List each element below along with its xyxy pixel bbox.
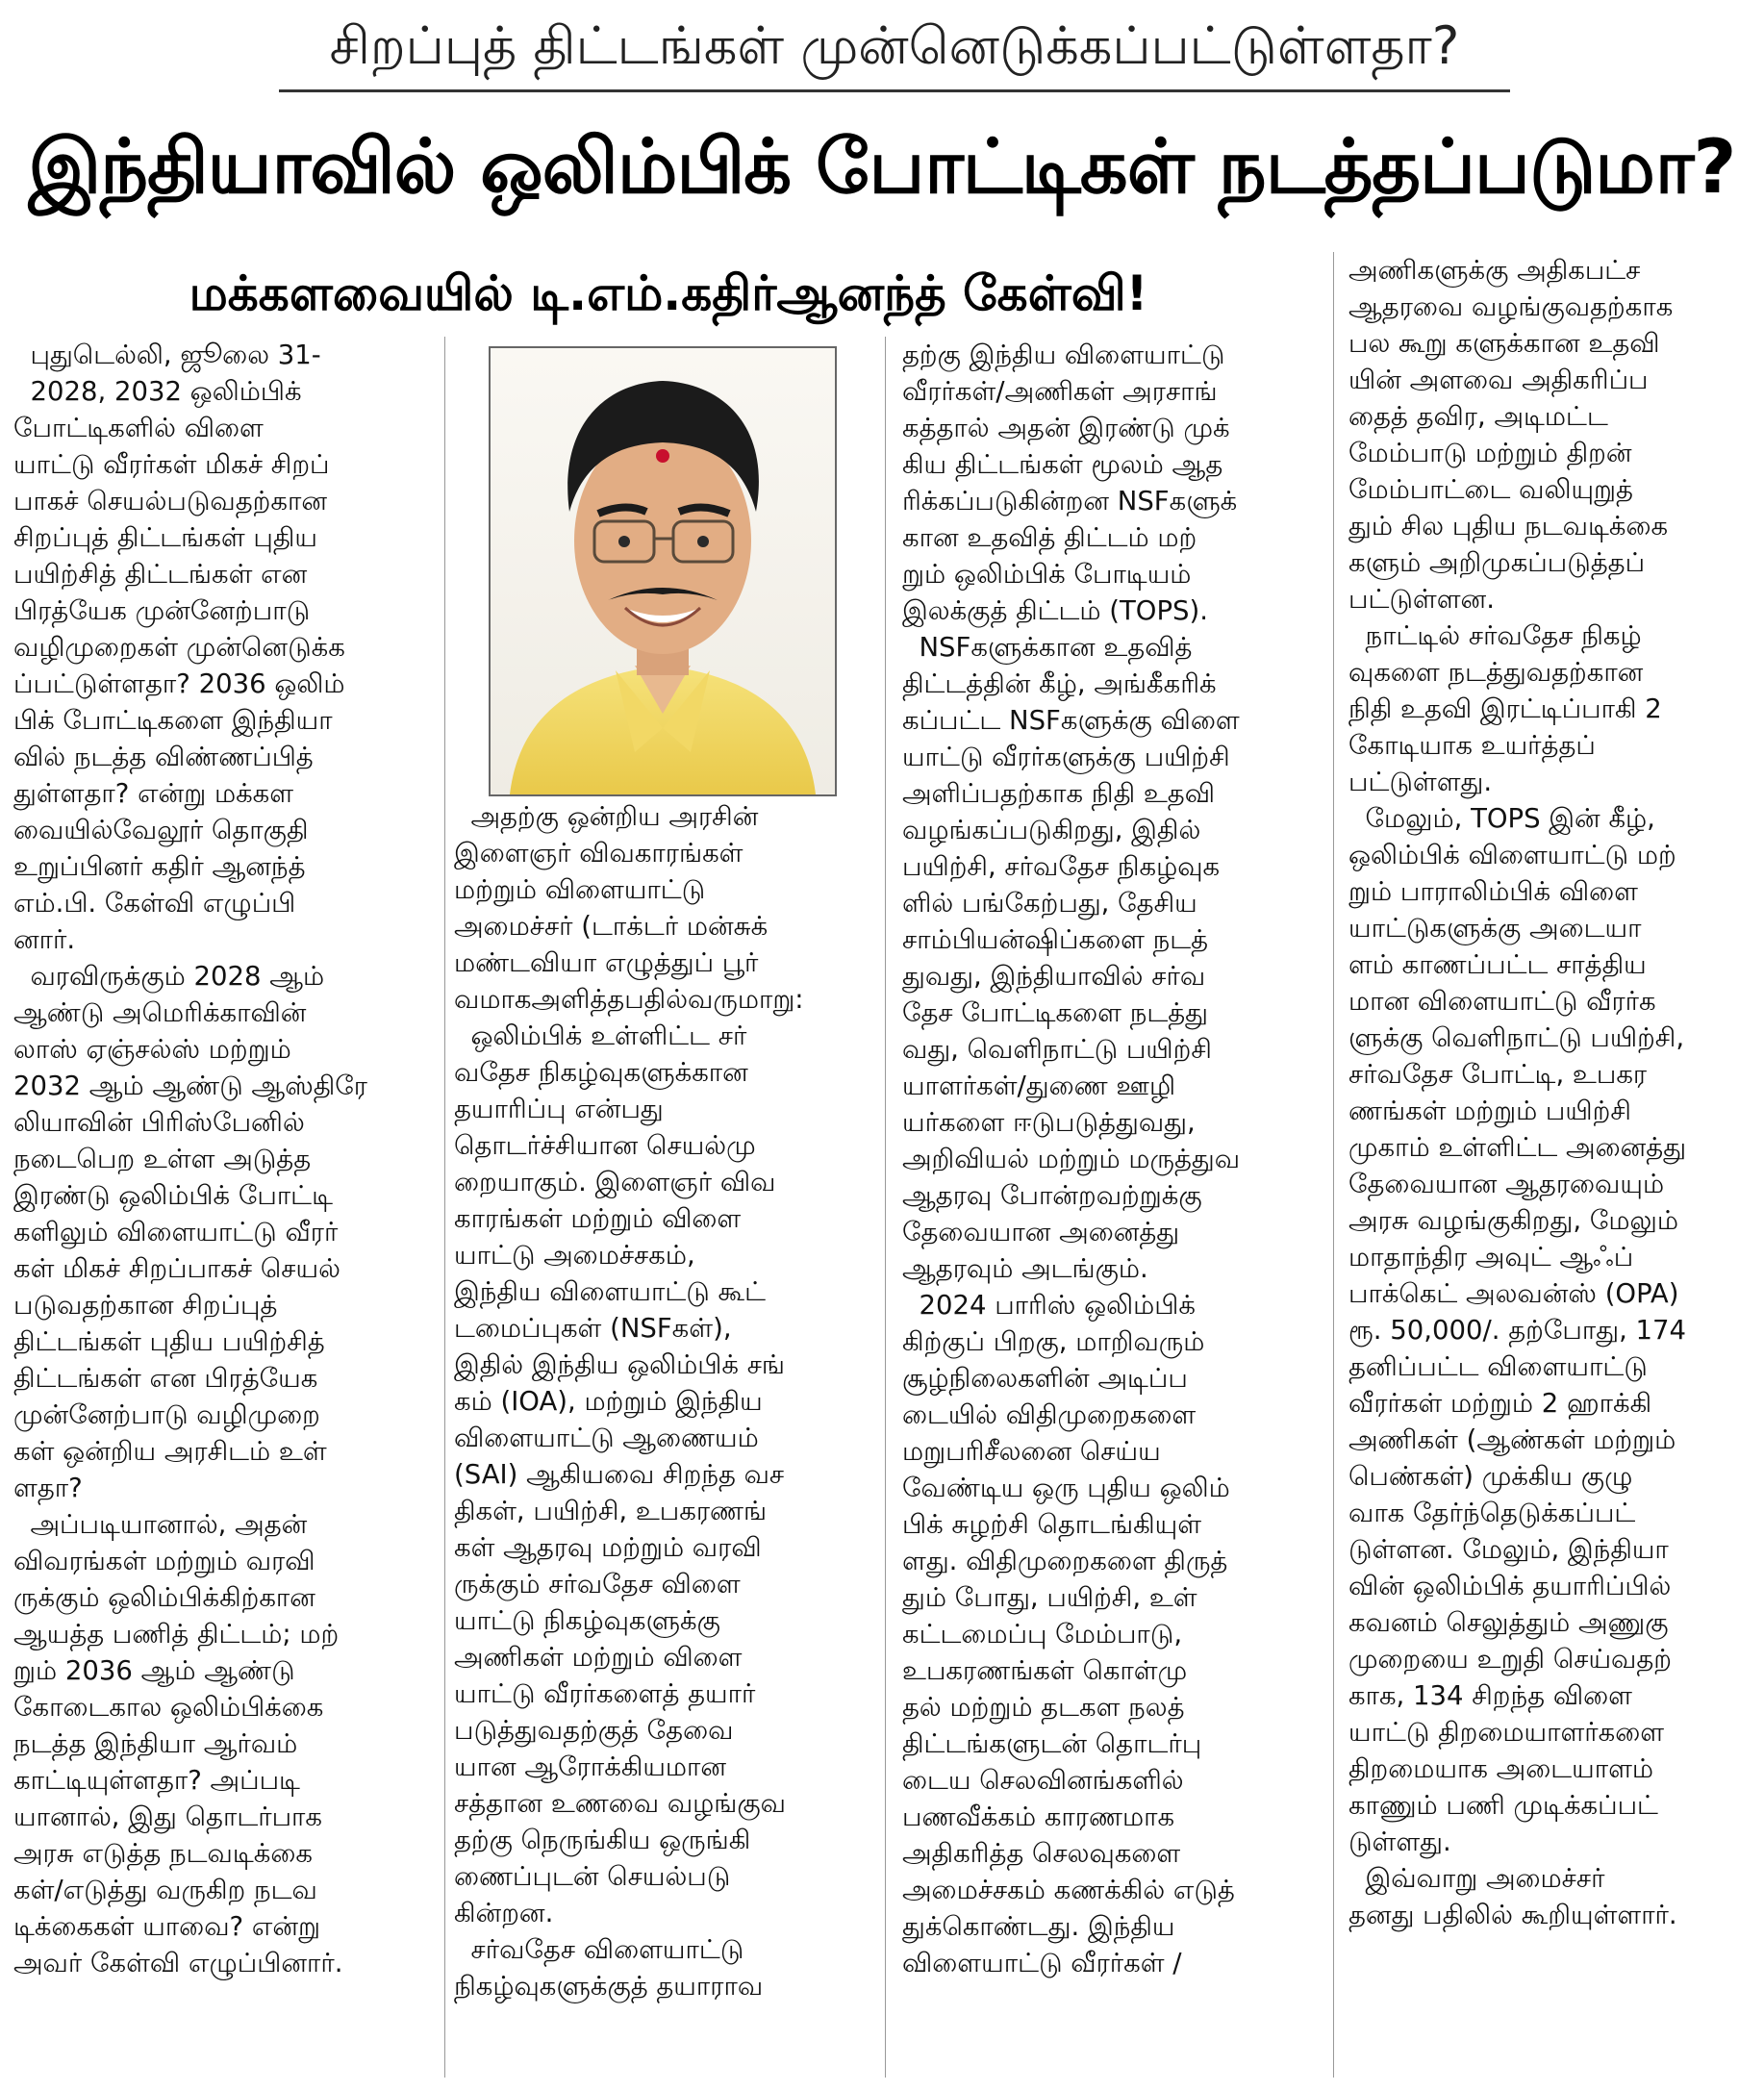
text-line: வீரர்கள்/அணிகள் அரசாங் xyxy=(902,376,1218,407)
column-divider-3 xyxy=(1333,252,1334,2078)
text-line: 2028, 2032 ஒலிம்பிக் xyxy=(13,376,302,407)
text-line: ளதா? xyxy=(13,1473,83,1503)
text-line: றும் பாராலிம்பிக் விளை xyxy=(1348,876,1638,907)
text-line: இரண்டு ஒலிம்பிக் போட்டி xyxy=(13,1180,333,1211)
text-line: சாம்பியன்ஷிப்களை நடத் xyxy=(902,924,1209,955)
text-line: பயிற்சி, சர்வதேச நிகழ்வுக xyxy=(902,851,1221,882)
text-line: அவர் கேள்வி எழுப்பினார். xyxy=(13,1948,343,1978)
text-line: யின் அளவை அதிகரிப்ப xyxy=(1348,365,1649,395)
text-line: தற்கு நெருங்கிய ஒருங்கி xyxy=(454,1825,751,1855)
text-line: திகள், பயிற்சி, உபகரணங் xyxy=(454,1496,768,1526)
text-line: ஆண்டு அமெரிக்காவின் xyxy=(13,997,307,1028)
text-line: னார். xyxy=(13,924,76,955)
text-line: அணிகளுக்கு அதிகபட்ச xyxy=(1348,255,1641,286)
text-line: யாளர்கள்/துணை ஊழி xyxy=(902,1071,1176,1101)
text-line: தொடர்ச்சியான செயல்மு xyxy=(454,1130,756,1161)
text-line: பாக்கெட் அலவன்ஸ் (OPA) xyxy=(1348,1278,1679,1309)
text-line: வீரர்கள் மற்றும் 2 ஹாக்கி xyxy=(1348,1388,1652,1419)
text-line: கப்பட்ட NSFகளுக்கு விளை xyxy=(902,705,1240,736)
text-line: பிக் போட்டிகளை இந்தியா xyxy=(13,705,333,736)
article-column-4 xyxy=(1348,252,1762,1933)
text-line: உறுப்பினர் கதிர் ஆனந்த் xyxy=(13,851,306,882)
text-line: மண்டவியா எழுத்துப் பூர் xyxy=(454,947,759,978)
text-line: கவனம் செலுத்தும் அணுகு xyxy=(1348,1607,1669,1638)
text-line: பாகச் செயல்படுவதற்கான xyxy=(13,486,328,516)
text-line: திட்டங்களுடன் தொடர்பு xyxy=(902,1728,1202,1759)
text-line: வையில்வேலூர் தொகுதி xyxy=(13,815,309,845)
text-line: பணவீக்கம் காரணமாக xyxy=(902,1801,1175,1832)
text-line: ரூ. 50,000/. தற்போது, 174 xyxy=(1348,1315,1687,1346)
text-line: வில் நடத்த விண்ணப்பித் xyxy=(13,742,314,772)
text-line: றும் 2036 ஆம் ஆண்டு xyxy=(13,1655,295,1686)
text-line: பிக் சுழற்சி தொடங்கியுள் xyxy=(902,1509,1202,1540)
text-line: எம்.பி. கேள்வி எழுப்பி xyxy=(13,888,296,919)
text-line: களும் அறிமுகப்படுத்தப் xyxy=(1348,547,1646,578)
text-line: களிலும் விளையாட்டு வீரர் xyxy=(13,1217,339,1247)
text-line: யாட்டு வீரர்களைத் தயார் xyxy=(454,1678,756,1709)
text-line: அமைச்சர் (டாக்டர் மன்சுக் xyxy=(454,911,769,942)
text-line: மாதாந்திர அவுட் ஆஃப் xyxy=(1348,1242,1634,1272)
text-line: தேவையான ஆதரவையும் xyxy=(1348,1169,1665,1199)
text-line: கம் (IOA), மற்றும் இந்திய xyxy=(454,1386,763,1417)
text-line: ப்பட்டுள்ளதா? 2036 ஒலிம் xyxy=(13,668,345,699)
text-line: வுகளை நடத்துவதற்கான xyxy=(1348,657,1644,688)
text-line: தயாரிப்பு என்பது xyxy=(454,1094,664,1124)
text-line: விளையாட்டு வீரர்கள் / xyxy=(902,1948,1182,1978)
text-line: துவது, இந்தியாவில் சர்வ xyxy=(902,961,1206,992)
text-line: இளைஞர் விவகாரங்கள் xyxy=(454,838,743,869)
text-line: ருக்கும் சர்வதேச விளை xyxy=(454,1569,741,1600)
text-line: இலக்குத் திட்டம் (TOPS). xyxy=(902,595,1208,626)
text-line: படுவதற்கான சிறப்புத் xyxy=(13,1290,278,1321)
text-line: துள்ளதா? என்று மக்கள xyxy=(13,778,294,809)
text-line: மேம்பாடு மற்றும் திறன் xyxy=(1348,438,1632,468)
text-line: முகாம் உள்ளிட்ட அனைத்து xyxy=(1348,1132,1687,1163)
text-line: தேவையான அனைத்து xyxy=(902,1217,1180,1247)
text-line: வழங்கப்படுகிறது, இதில் xyxy=(902,815,1201,845)
text-line: ணங்கள் மற்றும் பயிற்சி xyxy=(1348,1096,1631,1126)
text-line: ஒலிம்பிக் உள்ளிட்ட சர் xyxy=(454,1020,747,1051)
text-line: தும் போது, பயிற்சி, உள் xyxy=(902,1582,1197,1613)
text-line: லாஸ் ஏஞ்சல்ஸ் மற்றும் xyxy=(13,1034,291,1065)
text-line: அறிவியல் மற்றும் மருத்துவ xyxy=(902,1144,1241,1174)
text-line: யாட்டு நிகழ்வுகளுக்கு xyxy=(454,1605,720,1636)
text-line: வரவிருக்கும் 2028 ஆம் xyxy=(13,961,325,992)
text-line: நடைபெற உள்ள அடுத்த xyxy=(13,1144,312,1174)
main-headline: இந்தியாவில் ஒலிம்பிக் போட்டிகள் நடத்தப்படுமா? xyxy=(28,124,1736,211)
text-line: அரசு எடுத்த நடவடிக்கை xyxy=(13,1838,313,1869)
column-divider-2 xyxy=(885,337,886,2078)
text-line: சூழ்நிலைகளின் அடிப்ப xyxy=(902,1363,1188,1394)
sub-headline: மக்களவையில் டி.எம்.கதிர்ஆனந்த் கேள்வி! xyxy=(189,265,1148,321)
text-line: படுத்துவதற்குத் தேவை xyxy=(454,1715,734,1746)
text-line: விவரங்கள் மற்றும் வரவி xyxy=(13,1546,315,1576)
text-line: பயிற்சித் திட்டங்கள் என xyxy=(13,559,308,590)
column-divider-1 xyxy=(444,337,445,2078)
text-line: டைய செலவினங்களில் xyxy=(902,1765,1184,1796)
portrait-illustration xyxy=(491,348,835,794)
text-line: துக்கொண்டது. இந்திய xyxy=(902,1911,1175,1942)
article-column-3 xyxy=(902,337,1318,1981)
text-line: கள் மிகச் சிறப்பாகச் செயல் xyxy=(13,1253,340,1284)
text-line: ளது. விதிமுறைகளை திருத் xyxy=(902,1546,1228,1576)
text-line: வழிமுறைகள் முன்னெடுக்க xyxy=(13,632,345,663)
text-line: றும் ஒலிம்பிக் போடியம் xyxy=(902,559,1192,590)
text-line: கின்றன. xyxy=(454,1898,554,1928)
text-line: நிகழ்வுகளுக்குத் தயாராவ xyxy=(454,1971,764,2002)
text-line: யாட்டு வீரர்கள் மிகச் சிறப் xyxy=(13,449,330,480)
text-line: புதுடெல்லி, ஜூலை 31- xyxy=(13,340,321,370)
text-line: (SAI) ஆகியவை சிறந்த வச xyxy=(454,1459,785,1490)
text-line: சர்வதேச விளையாட்டு xyxy=(454,1934,744,1965)
text-line: பட்டுள்ளது. xyxy=(1348,767,1493,797)
text-line: சிறப்புத் திட்டங்கள் புதிய xyxy=(13,522,317,553)
text-line: நாட்டில் சர்வதேச நிகழ் xyxy=(1348,620,1642,651)
text-line: பிரத்யேக முன்னேற்பாடு xyxy=(13,595,311,626)
text-line: கிய திட்டங்கள் மூலம் ஆத xyxy=(902,449,1223,480)
text-line: டுள்ளன. மேலும், இந்தியா xyxy=(1348,1534,1669,1565)
text-line: நடத்த இந்தியா ஆர்வம் xyxy=(13,1728,298,1759)
text-line: 2032 ஆம் ஆண்டு ஆஸ்திரே xyxy=(13,1071,368,1101)
text-line: வது, வெளிநாட்டு பயிற்சி xyxy=(902,1034,1212,1065)
text-line: ரிக்கப்படுகின்றன NSFகளுக் xyxy=(902,486,1238,516)
text-line: திட்டத்தின் கீழ், அங்கீகரிக் xyxy=(902,668,1217,699)
text-line: யாட்டு அமைச்சகம், xyxy=(454,1240,695,1271)
text-line: தனிப்பட்ட விளையாட்டு xyxy=(1348,1351,1648,1382)
text-line: ணைப்புடன் செயல்படு xyxy=(454,1861,731,1892)
text-line: யர்களை ஈடுபடுத்துவது, xyxy=(902,1107,1196,1138)
text-line: முறையை உறுதி செய்வதற் xyxy=(1348,1644,1672,1675)
text-line: ஆயத்த பணித் திட்டம்; மற் xyxy=(13,1619,340,1650)
text-line: யாட்டு வீரர்களுக்கு பயிற்சி xyxy=(902,742,1230,772)
text-line: யாட்டுகளுக்கு அடையா xyxy=(1348,913,1642,944)
text-line: டுள்ளது. xyxy=(1348,1826,1451,1857)
text-line: அதற்கு ஒன்றிய அரசின் xyxy=(454,801,759,832)
text-line: யாட்டு திறமையாளர்களை xyxy=(1348,1717,1665,1748)
text-line: தைத் தவிர, அடிமட்ட xyxy=(1348,401,1608,432)
text-line: கோடைகால ஒலிம்பிக்கை xyxy=(13,1692,324,1723)
text-line: ஆதரவும் அடங்கும். xyxy=(902,1253,1148,1284)
text-line: சத்தான உணவை வழங்குவ xyxy=(454,1788,786,1819)
text-line: ளில் பங்கேற்பது, தேசிய xyxy=(902,888,1197,919)
text-line: இந்திய விளையாட்டு கூட் xyxy=(454,1276,766,1307)
text-line: சர்வதேச போட்டி, உபகர xyxy=(1348,1059,1648,1090)
text-line: இவ்வாறு அமைச்சர் xyxy=(1348,1863,1605,1894)
text-line: மற்றும் விளையாட்டு xyxy=(454,874,706,905)
text-line: இதில் இந்திய ஒலிம்பிக் சங் xyxy=(454,1349,786,1380)
text-line: காக, 134 சிறந்த விளை xyxy=(1348,1680,1632,1711)
text-line: விளையாட்டு ஆணையம் xyxy=(454,1423,759,1453)
text-line: ருக்கும் ஒலிம்பிக்கிற்கான xyxy=(13,1582,315,1613)
text-line: திட்டங்கள் புதிய பயிற்சித் xyxy=(13,1326,325,1357)
text-line: கட்டமைப்பு மேம்பாடு, xyxy=(902,1619,1183,1650)
text-line: வதேச நிகழ்வுகளுக்கான xyxy=(454,1057,748,1088)
text-line: அளிப்பதற்காக நிதி உதவி xyxy=(902,778,1216,809)
text-line: வாக தேர்ந்தெடுக்கப்பட் xyxy=(1348,1498,1636,1528)
text-line: பல கூறு களுக்கான உதவி xyxy=(1348,328,1660,359)
text-line: மான விளையாட்டு வீரர்க xyxy=(1348,986,1656,1017)
text-line: தனது பதிலில் கூறியுள்ளார். xyxy=(1348,1900,1677,1930)
portrait-photo xyxy=(489,346,837,796)
text-line: NSFகளுக்கான உதவித் xyxy=(902,632,1193,663)
text-line: தற்கு இந்திய விளையாட்டு xyxy=(902,340,1225,370)
text-line: டிக்கைகள் யாவை? என்று xyxy=(13,1911,320,1942)
text-line: ஆதரவை வழங்குவதற்காக xyxy=(1348,291,1674,322)
text-line: ளுக்கு வெளிநாட்டு பயிற்சி, xyxy=(1348,1022,1685,1053)
text-line: பெண்கள்) முக்கிய குழு xyxy=(1348,1461,1633,1492)
text-line: மேலும், TOPS இன் கீழ், xyxy=(1348,803,1655,834)
text-line: கள் ஒன்றிய அரசிடம் உள் xyxy=(13,1436,327,1467)
text-line: ஒலிம்பிக் விளையாட்டு மற் xyxy=(1348,840,1676,870)
text-line: மறுபரிசீலனை செய்ய xyxy=(902,1436,1161,1467)
text-line: காட்டியுள்ளதா? அப்படி xyxy=(13,1765,300,1796)
text-line: அதிகரித்த செலவுகளை xyxy=(902,1838,1181,1869)
text-line: தல் மற்றும் தடகள நலத் xyxy=(902,1692,1185,1723)
text-line: காரங்கள் மற்றும் விளை xyxy=(454,1203,742,1234)
text-line: தும் சில புதிய நடவடிக்கை xyxy=(1348,511,1669,542)
text-line: திறமையாக அடையாளம் xyxy=(1348,1753,1654,1784)
text-line: டமைப்புகள் (NSFகள்), xyxy=(454,1313,732,1344)
text-line: கள் ஆதரவு மற்றும் வரவி xyxy=(454,1532,762,1563)
text-line: அப்படியானால், அதன் xyxy=(13,1509,308,1540)
text-line: பட்டுள்ளன. xyxy=(1348,584,1495,615)
text-line: கத்தால் அதன் இரண்டு முக் xyxy=(902,413,1230,443)
text-line: அரசு வழங்குகிறது, மேலும் xyxy=(1348,1205,1678,1236)
text-line: வமாகஅளித்தபதில்வருமாறு: xyxy=(454,984,804,1015)
text-line: மேம்பாட்டை வலியுறுத் xyxy=(1348,474,1633,505)
article-column-1 xyxy=(13,337,435,1981)
text-line: திட்டங்கள் என பிரத்யேக xyxy=(13,1363,318,1394)
article-column-2 xyxy=(454,798,868,2004)
text-line: கிற்குப் பிறகு, மாறிவரும் xyxy=(902,1326,1205,1357)
text-line: டையில் விதிமுறைகளை xyxy=(902,1399,1197,1430)
text-line: யானால், இது தொடர்பாக xyxy=(13,1801,322,1832)
text-line: கோடியாக உயர்த்தப் xyxy=(1348,730,1596,761)
text-line: முன்னேற்பாடு வழிமுறை xyxy=(13,1399,320,1430)
text-line: 2024 பாரிஸ் ஒலிம்பிக் xyxy=(902,1290,1196,1321)
text-line: கள்/எடுத்து வருகிற நடவ xyxy=(13,1875,317,1905)
text-line: தேச போட்டிகளை நடத்து xyxy=(902,997,1208,1028)
kicker-headline: சிறப்புத் திட்டங்கள் முன்னெடுக்கப்பட்டுள்ளதா? xyxy=(329,15,1460,76)
text-line: வேண்டிய ஒரு புதிய ஒலிம் xyxy=(902,1473,1230,1503)
text-line: லியாவின் பிரிஸ்பேனில் xyxy=(13,1107,305,1138)
text-line: காணும் பணி முடிக்கப்பட் xyxy=(1348,1790,1658,1821)
text-line: போட்டிகளில் விளை xyxy=(13,413,264,443)
text-line: ஆதரவு போன்றவற்றுக்கு xyxy=(902,1180,1202,1211)
kicker-rule xyxy=(279,89,1510,92)
text-line: கான உதவித் திட்டம் மற் xyxy=(902,522,1197,553)
text-line: அணிகள் (ஆண்கள் மற்றும் xyxy=(1348,1424,1676,1455)
text-line: றையாகும். இளைஞர் விவ xyxy=(454,1167,776,1197)
text-line: வின் ஒலிம்பிக் தயாரிப்பில் xyxy=(1348,1571,1672,1601)
text-line: அணிகள் மற்றும் விளை xyxy=(454,1642,743,1673)
text-line: ளம் காணப்பட்ட சாத்திய xyxy=(1348,949,1647,980)
text-line: யான ஆரோக்கியமான xyxy=(454,1751,727,1782)
text-line: உபகரணங்கள் கொள்மு xyxy=(902,1655,1188,1686)
text-line: அமைச்சகம் கணக்கில் எடுத் xyxy=(902,1875,1235,1905)
text-line: நிதி உதவி இரட்டிப்பாகி 2 xyxy=(1348,693,1662,724)
